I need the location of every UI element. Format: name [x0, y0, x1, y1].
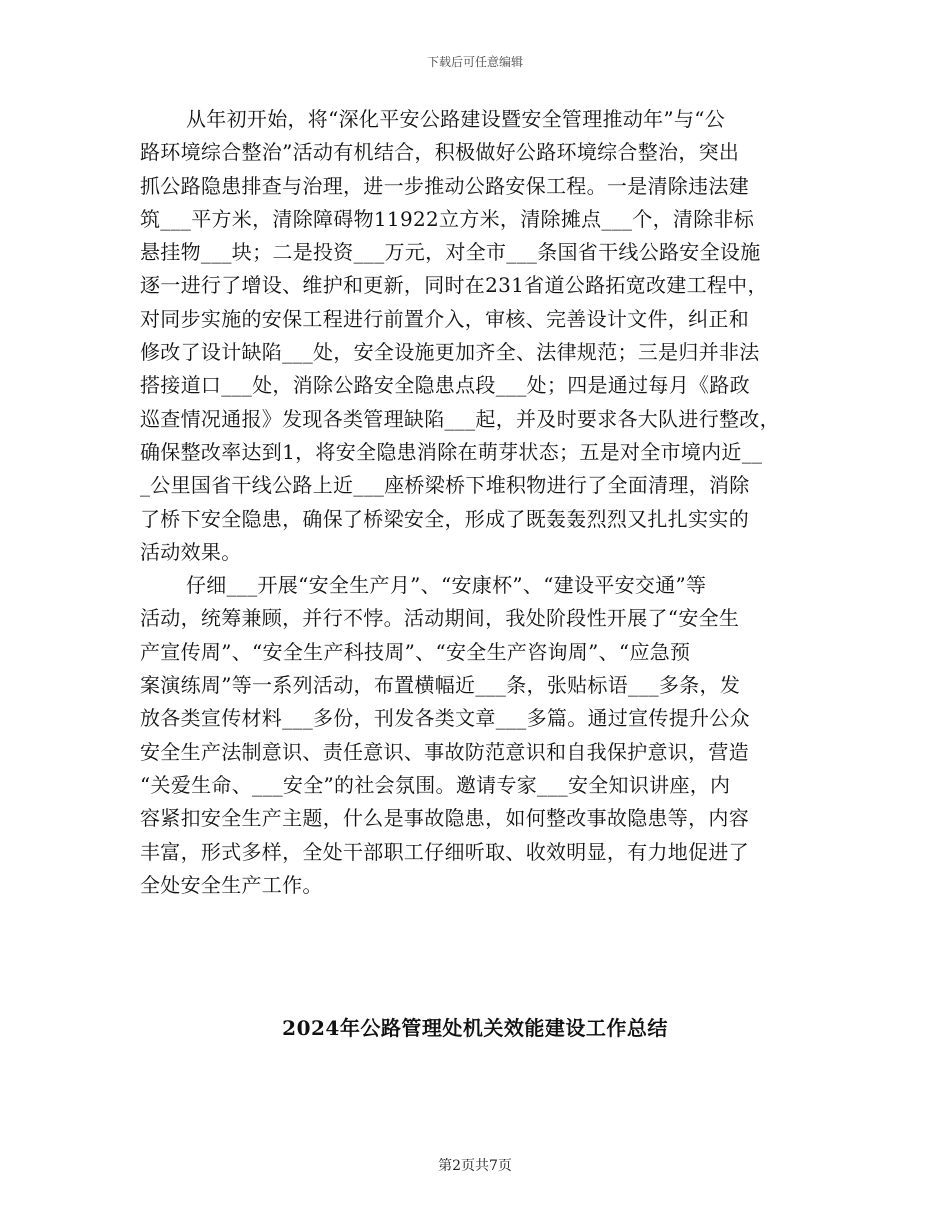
text-line: 逐一进行了增设、维护和更新，同时在231省道公路拓宽改建工程中，: [140, 273, 768, 298]
text-line: 搭接道口___处，消除公路安全隐患点段___处；四是通过每月《路政: [140, 373, 750, 398]
page-header-note: 下载后可任意编辑: [426, 55, 523, 69]
text-line: 产宣传周”、“安全生产科技周”、“安全生产咨询周”、“应急预: [140, 639, 691, 664]
paragraph-1: [140, 103, 820, 569]
paragraph-2: [140, 569, 820, 902]
text-line: 从年初开始，将“深化平安公路建设暨安全管理推动年”与“公: [186, 107, 726, 131]
text-line: 活动，统筹兼顾，并行不悖。活动期间，我处阶段性开展了“安全生: [140, 606, 740, 631]
text-line: 确保整改率达到1，将安全隐患消除在萌芽状态；五是对全市境内近__: [140, 439, 763, 464]
text-line: “关爱生命、___安全”的社会氛围。邀请专家___安全知识讲座，内: [140, 772, 731, 797]
document-body: [140, 103, 820, 902]
text-line: 安全生产法制意识、责任意识、事故防范意识和自我保护意识，营造: [140, 739, 749, 764]
text-line: _公里国省干线公路上近___座桥梁桥下堆积物进行了全面清理，消除: [140, 473, 750, 498]
text-line: 了桥下安全隐患，确保了桥梁安全，形成了既轰轰烈烈又扎扎实实的: [140, 506, 749, 531]
text-line: 悬挂物___块；二是投资___万元，对全市___条国省干线公路安全设施: [140, 240, 761, 265]
text-line: 活动效果。: [140, 539, 242, 564]
text-line: 巡查情况通报》发现各类管理缺陷___起，并及时要求各大队进行整改，: [140, 406, 780, 431]
text-line: 容紧扣安全生产主题，什么是事故隐患，如何整改事故隐患等，内容: [140, 806, 749, 831]
text-line: 丰富，形式多样，全处干部职工仔细听取、收效明显，有力地促进了: [140, 839, 749, 864]
text-line: 放各类宣传材料___多份，刊发各类文章___多篇。通过宣传提升公众: [140, 706, 750, 731]
text-line: 对同步实施的安保工程进行前置介入，审核、完善设计文件，纠正和: [140, 306, 749, 331]
section-title: 2024年公路管理处机关效能建设工作总结: [282, 1016, 668, 1040]
text-line: 修改了设计缺陷___处，安全设施更加齐全、法律规范；三是归并非法: [140, 340, 760, 365]
text-line: 路环境综合整治”活动有机结合，积极做好公路环境综合整治，突出: [140, 140, 740, 165]
text-line: 仔细___开展“安全生产月”、“安康杯”、“建设平安交通”等: [186, 573, 707, 598]
text-line: 案演练周”等一系列活动，布置横幅近___条，张贴标语___多条，发: [140, 673, 741, 698]
text-line: 筑___平方米，清除障碍物11922立方米，清除摊点___个，清除非标: [140, 206, 755, 231]
text-line: 全处安全生产工作。: [140, 872, 323, 897]
text-line: 抓公路隐患排查与治理，进一步推动公路安保工程。一是清除违法建: [140, 173, 749, 198]
page-number: 第2页共7页: [438, 1158, 512, 1174]
